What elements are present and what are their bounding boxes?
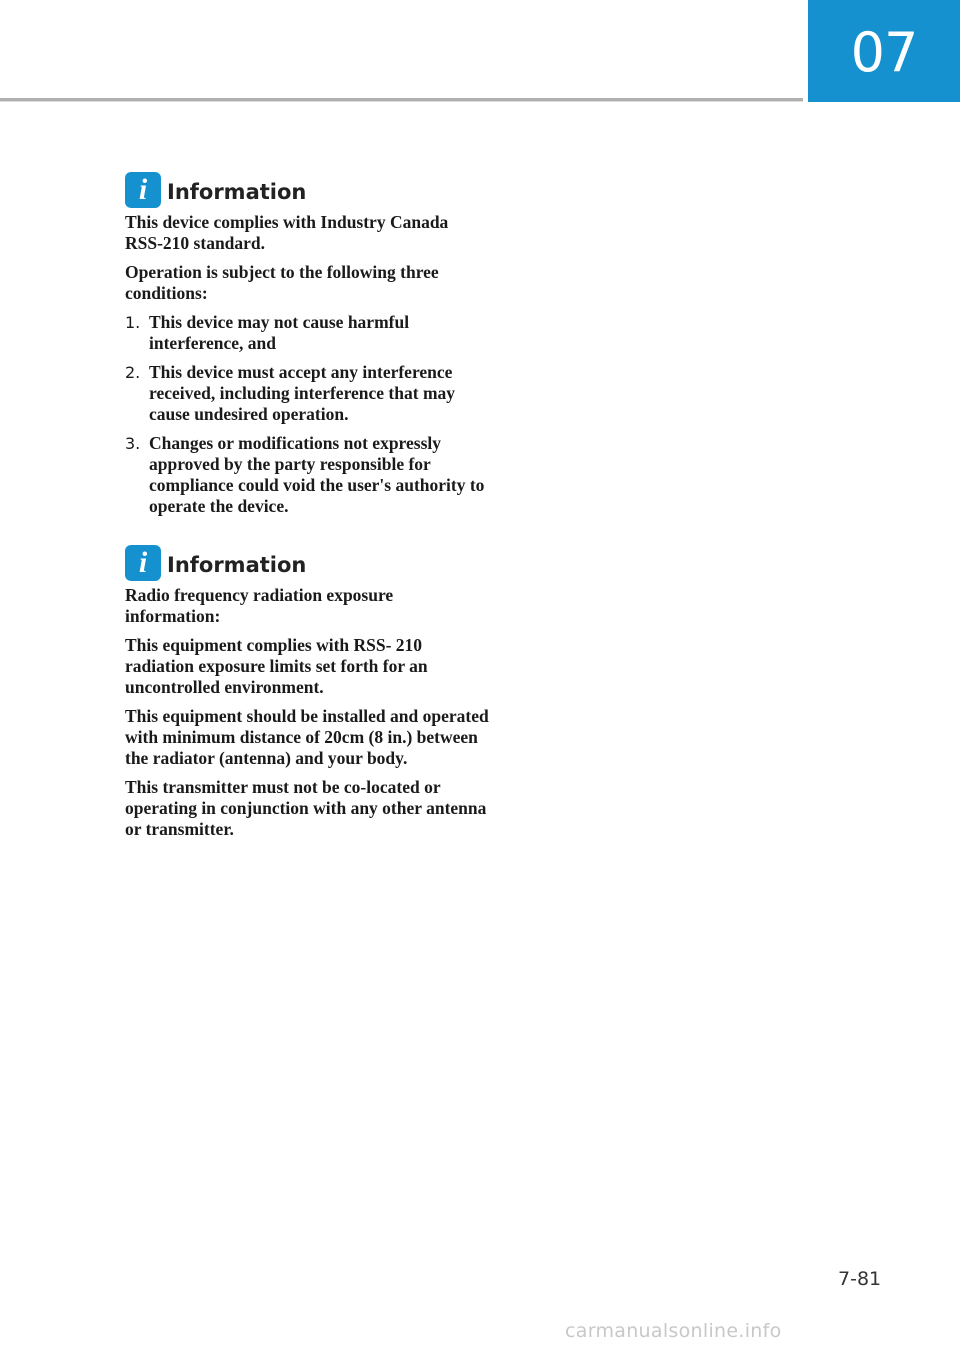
condition-item (125, 362, 490, 425)
conditions-list (125, 312, 490, 517)
info-header (125, 543, 490, 583)
page-number: 7-81 (838, 1268, 882, 1290)
info-icon: i (125, 172, 161, 208)
condition-number: 2. (125, 363, 141, 382)
condition-text: This device may not cause harmful interference, and (149, 312, 410, 353)
header-rule-shadow (0, 101, 803, 102)
paragraph: This equipment should be installed and operated with minimum distance of 20cm (8 in.) between the radiator (antenna) and your body. (125, 706, 489, 768)
paragraph: Operation is subject to the following three conditions: (125, 262, 439, 303)
info-icon: i (125, 545, 161, 581)
info-section (125, 543, 490, 840)
paragraph: This device complies with Industry Canada RSS-210 standard. (125, 212, 449, 253)
condition-number: 3. (125, 434, 141, 453)
paragraph: This transmitter must not be co-located or operating in conjunction with any other antenna or transmitter. (125, 777, 487, 839)
info-title: Information (167, 553, 307, 577)
condition-text: This device must accept any interference received, including interference that may cause undesired operation. (149, 362, 456, 424)
condition-text: Changes or modifications not expressly approved by the party responsible for compliance could void the user's authority to operate the device. (149, 433, 485, 516)
info-title: Information (167, 180, 307, 204)
info-header (125, 170, 490, 210)
condition-item (125, 433, 490, 517)
condition-item (125, 312, 490, 354)
info-section (125, 170, 490, 517)
main-content (125, 170, 490, 848)
paragraph: Radio frequency radiation exposure information: (125, 585, 394, 626)
watermark: carmanualsonline.info (565, 1320, 782, 1342)
paragraph: This equipment complies with RSS- 210 radiation exposure limits set forth for an uncontrolled environment. (125, 635, 428, 697)
condition-number: 1. (125, 313, 141, 332)
section-spacer (125, 525, 490, 543)
chapter-tab: 07 (808, 0, 960, 102)
